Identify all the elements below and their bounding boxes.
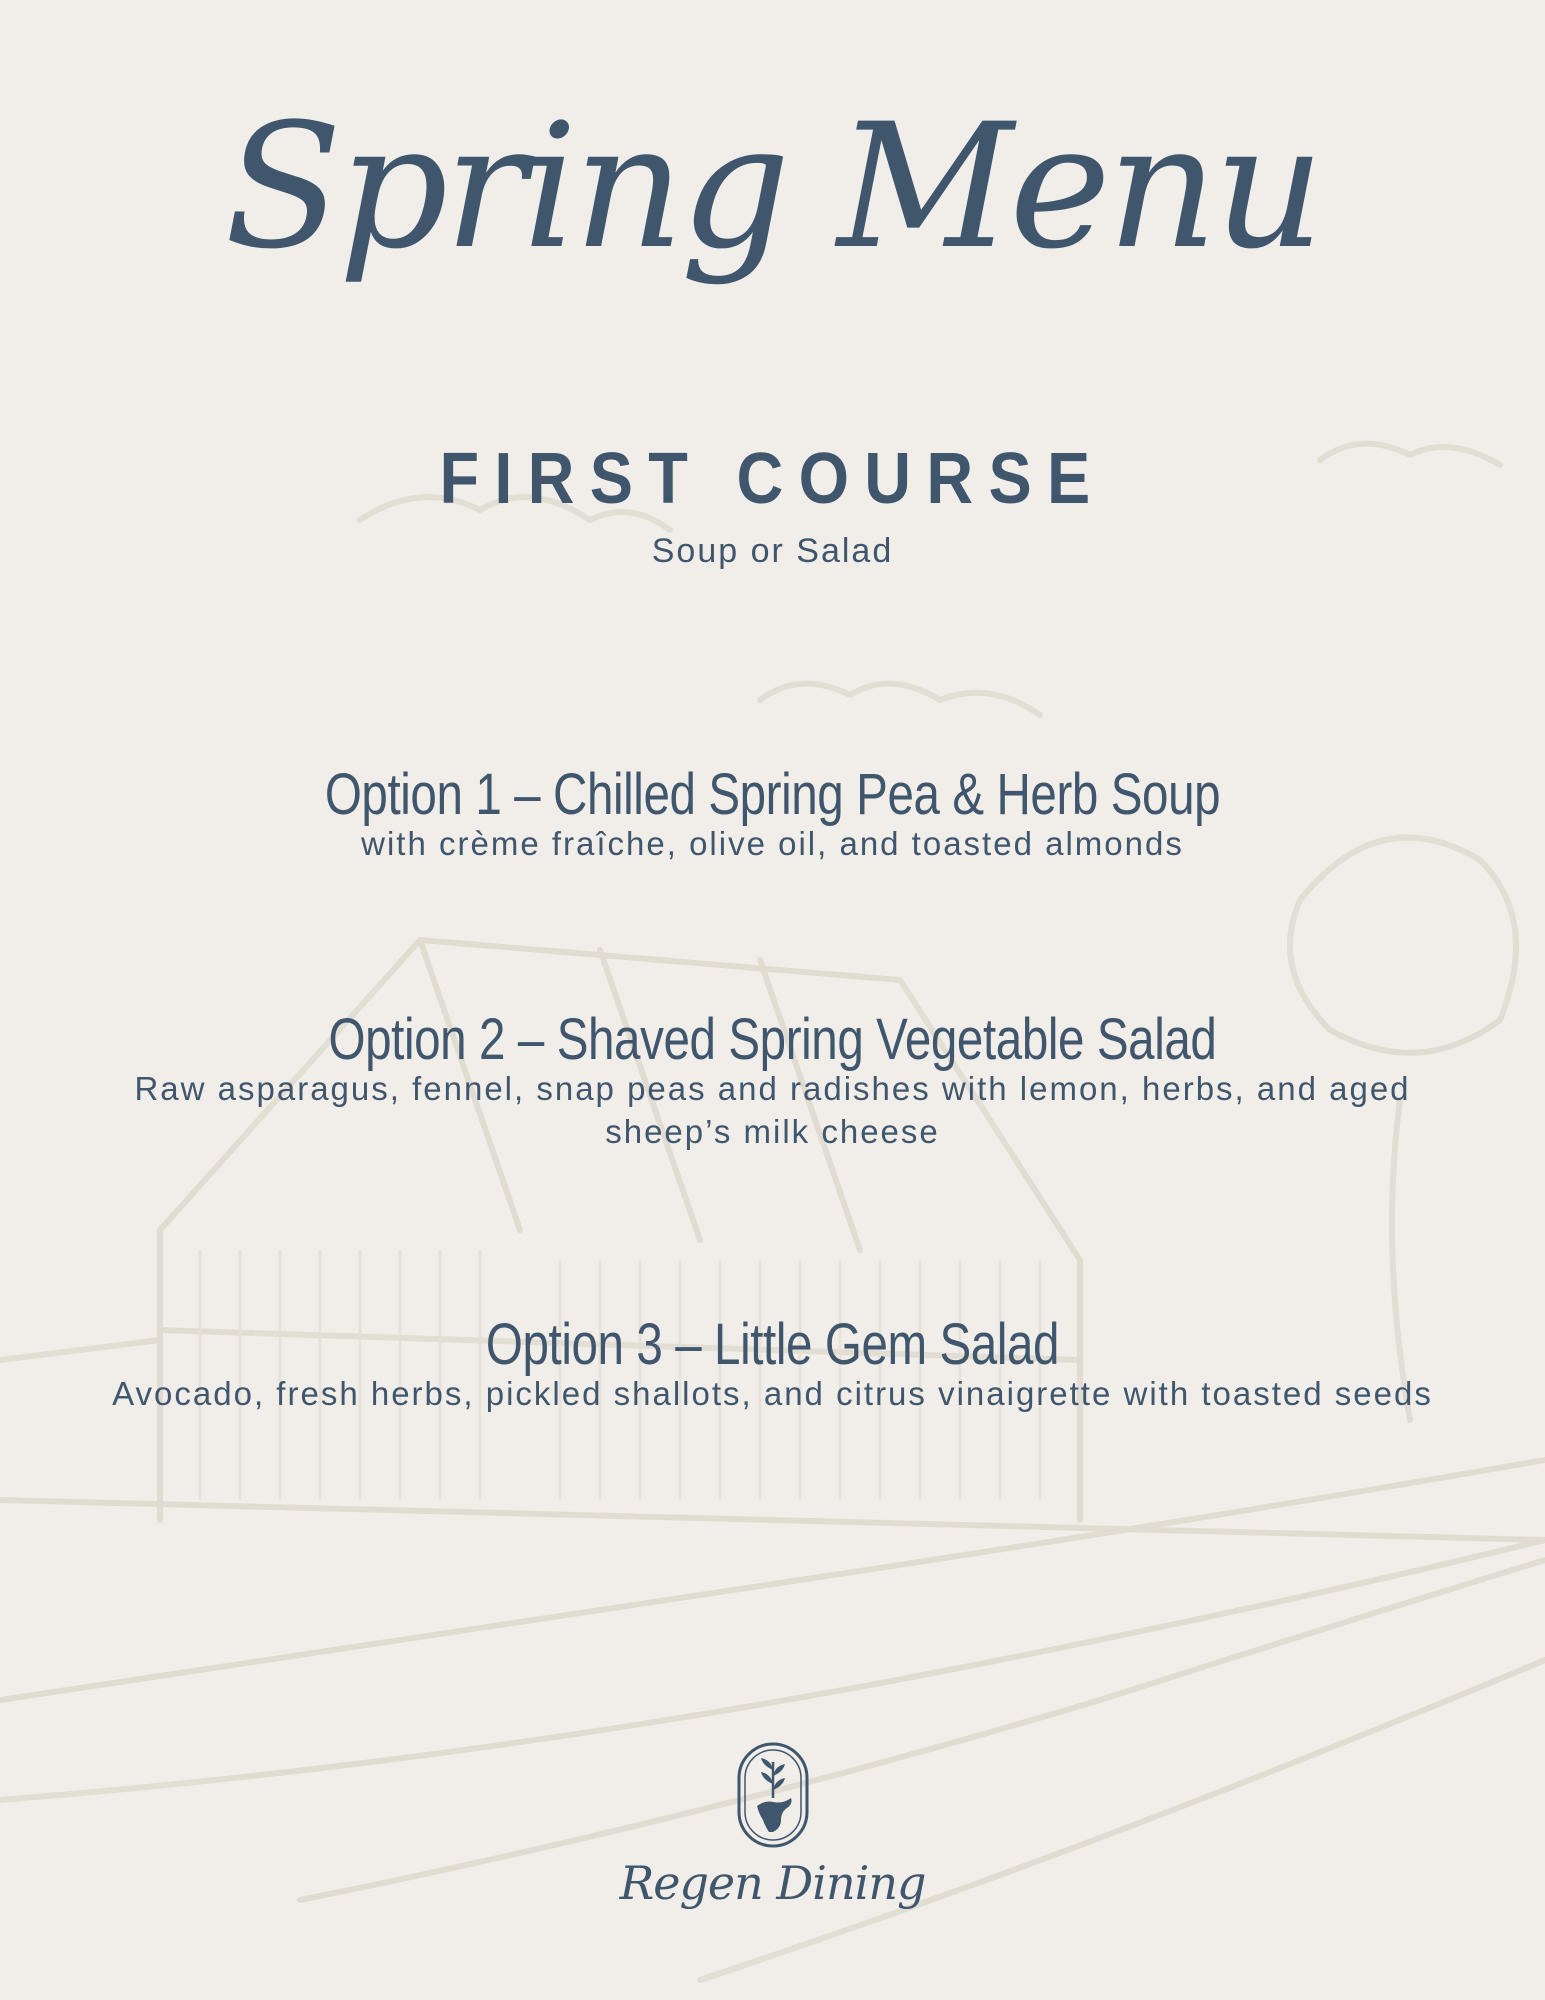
hand-holding-sprout-icon <box>733 1740 813 1850</box>
menu-option-2 <box>80 1005 1465 1154</box>
brand-name: Regen Dining <box>619 1856 926 1910</box>
option-description: Avocado, fresh herbs, pickled shallots, and citrus vinaigrette with toasted seeds <box>112 1374 1433 1412</box>
menu-option-3 <box>80 1310 1465 1415</box>
menu-title: Spring Menu <box>224 86 1321 287</box>
course-subheading: Soup or Salad <box>651 532 894 570</box>
option-description: Raw asparagus, fennel, snap peas and radishes with lemon, herbs, and aged sheep’s milk cheese <box>134 1069 1411 1151</box>
course-heading: FIRST COURSE <box>439 439 1106 519</box>
option-title: Option 2 – Shaved Spring Vegetable Salad <box>328 1007 1217 1072</box>
option-title: Option 3 – Little Gem Salad <box>485 1312 1060 1377</box>
brand-logo <box>0 1740 1545 1910</box>
menu-option-1 <box>80 760 1465 865</box>
option-description: with crème fraîche, olive oil, and toasted almonds <box>361 824 1184 862</box>
option-title: Option 1 – Chilled Spring Pea & Herb Soup <box>324 762 1221 827</box>
